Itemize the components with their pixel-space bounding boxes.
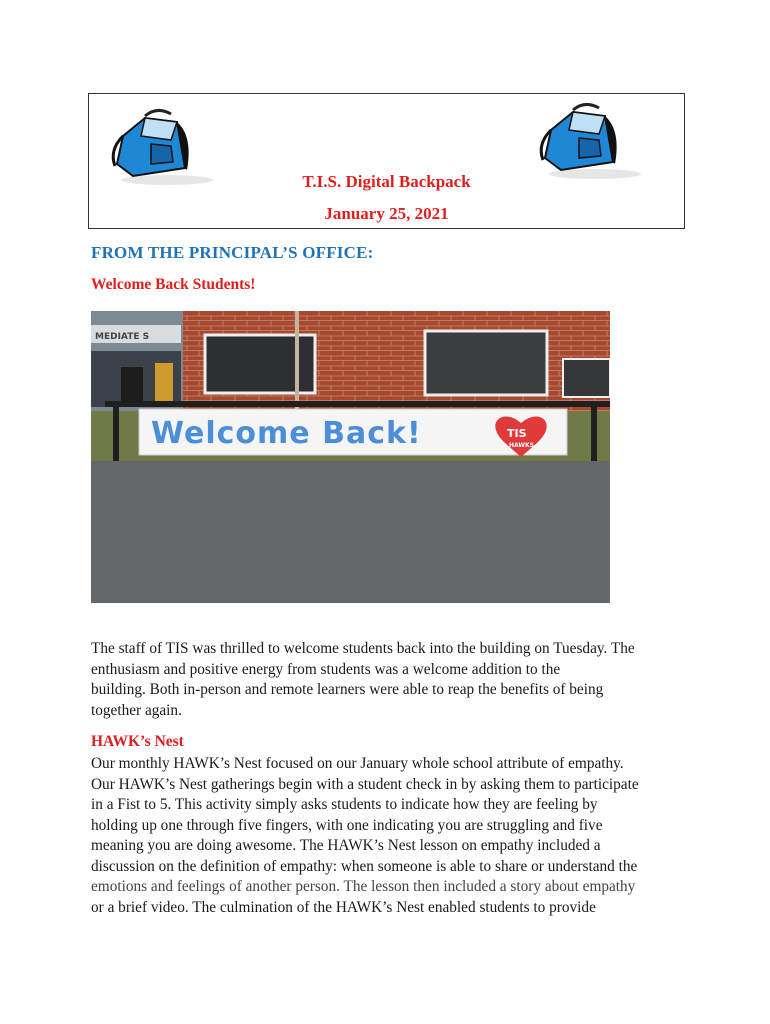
- welcome-heading: Welcome Back Students!: [91, 276, 256, 293]
- paragraph-line: emotions and feelings of another person. The lesson then included a story about empathy: [91, 878, 636, 895]
- hawks-nest-paragraph: [91, 754, 691, 918]
- building-sign: MEDIATE S: [95, 332, 150, 342]
- paragraph-line: The staff of TIS was thrilled to welcome students back into the building on Tuesday. The: [91, 640, 635, 657]
- paragraph-line: enthusiasm and positive energy from students was a welcome addition to the: [91, 660, 561, 678]
- newsletter-header: [88, 93, 685, 229]
- paragraph-line: Our monthly HAWK’s Nest focused on our January whole school attribute of empathy.: [91, 755, 624, 772]
- newsletter-date: January 25, 2021: [324, 204, 449, 223]
- photo-illustration: [91, 311, 610, 603]
- hawks-nest-heading: HAWK’s Nest: [91, 733, 184, 750]
- principal-section-heading: FROM THE PRINCIPAL’S OFFICE:: [91, 243, 374, 262]
- banner-heart-subtext: HAWKS: [509, 442, 534, 449]
- newsletter-title: T.I.S. Digital Backpack: [302, 172, 471, 191]
- paragraph-line: discussion on the definition of empathy: when someone is able to share or understand the: [91, 857, 638, 875]
- paragraph-line: holding up one through five fingers, with one indicating you are struggling and five: [91, 816, 603, 834]
- paragraph-line: or a brief video. The culmination of the HAWK’s Nest enabled students to provide: [91, 898, 596, 916]
- welcome-back-photo: [91, 311, 610, 603]
- paragraph-line: together again.: [91, 701, 182, 719]
- paragraph-line: in a Fist to 5. This activity simply asks students to indicate how they are feeling by: [91, 796, 598, 813]
- paragraph-line: meaning you are doing awesome. The HAWK’s Nest lesson on empathy included a: [91, 837, 601, 854]
- welcome-paragraph: [91, 639, 691, 721]
- banner-text: Welcome Back!: [151, 416, 422, 451]
- banner-heart-text: TIS: [507, 427, 527, 440]
- backpack-icon: [533, 100, 643, 180]
- paragraph-line: building. Both in-person and remote learners were able to reap the benefits of being: [91, 681, 604, 698]
- paragraph-line: Our HAWK’s Nest gatherings begin with a student check in by asking them to participate: [91, 775, 639, 793]
